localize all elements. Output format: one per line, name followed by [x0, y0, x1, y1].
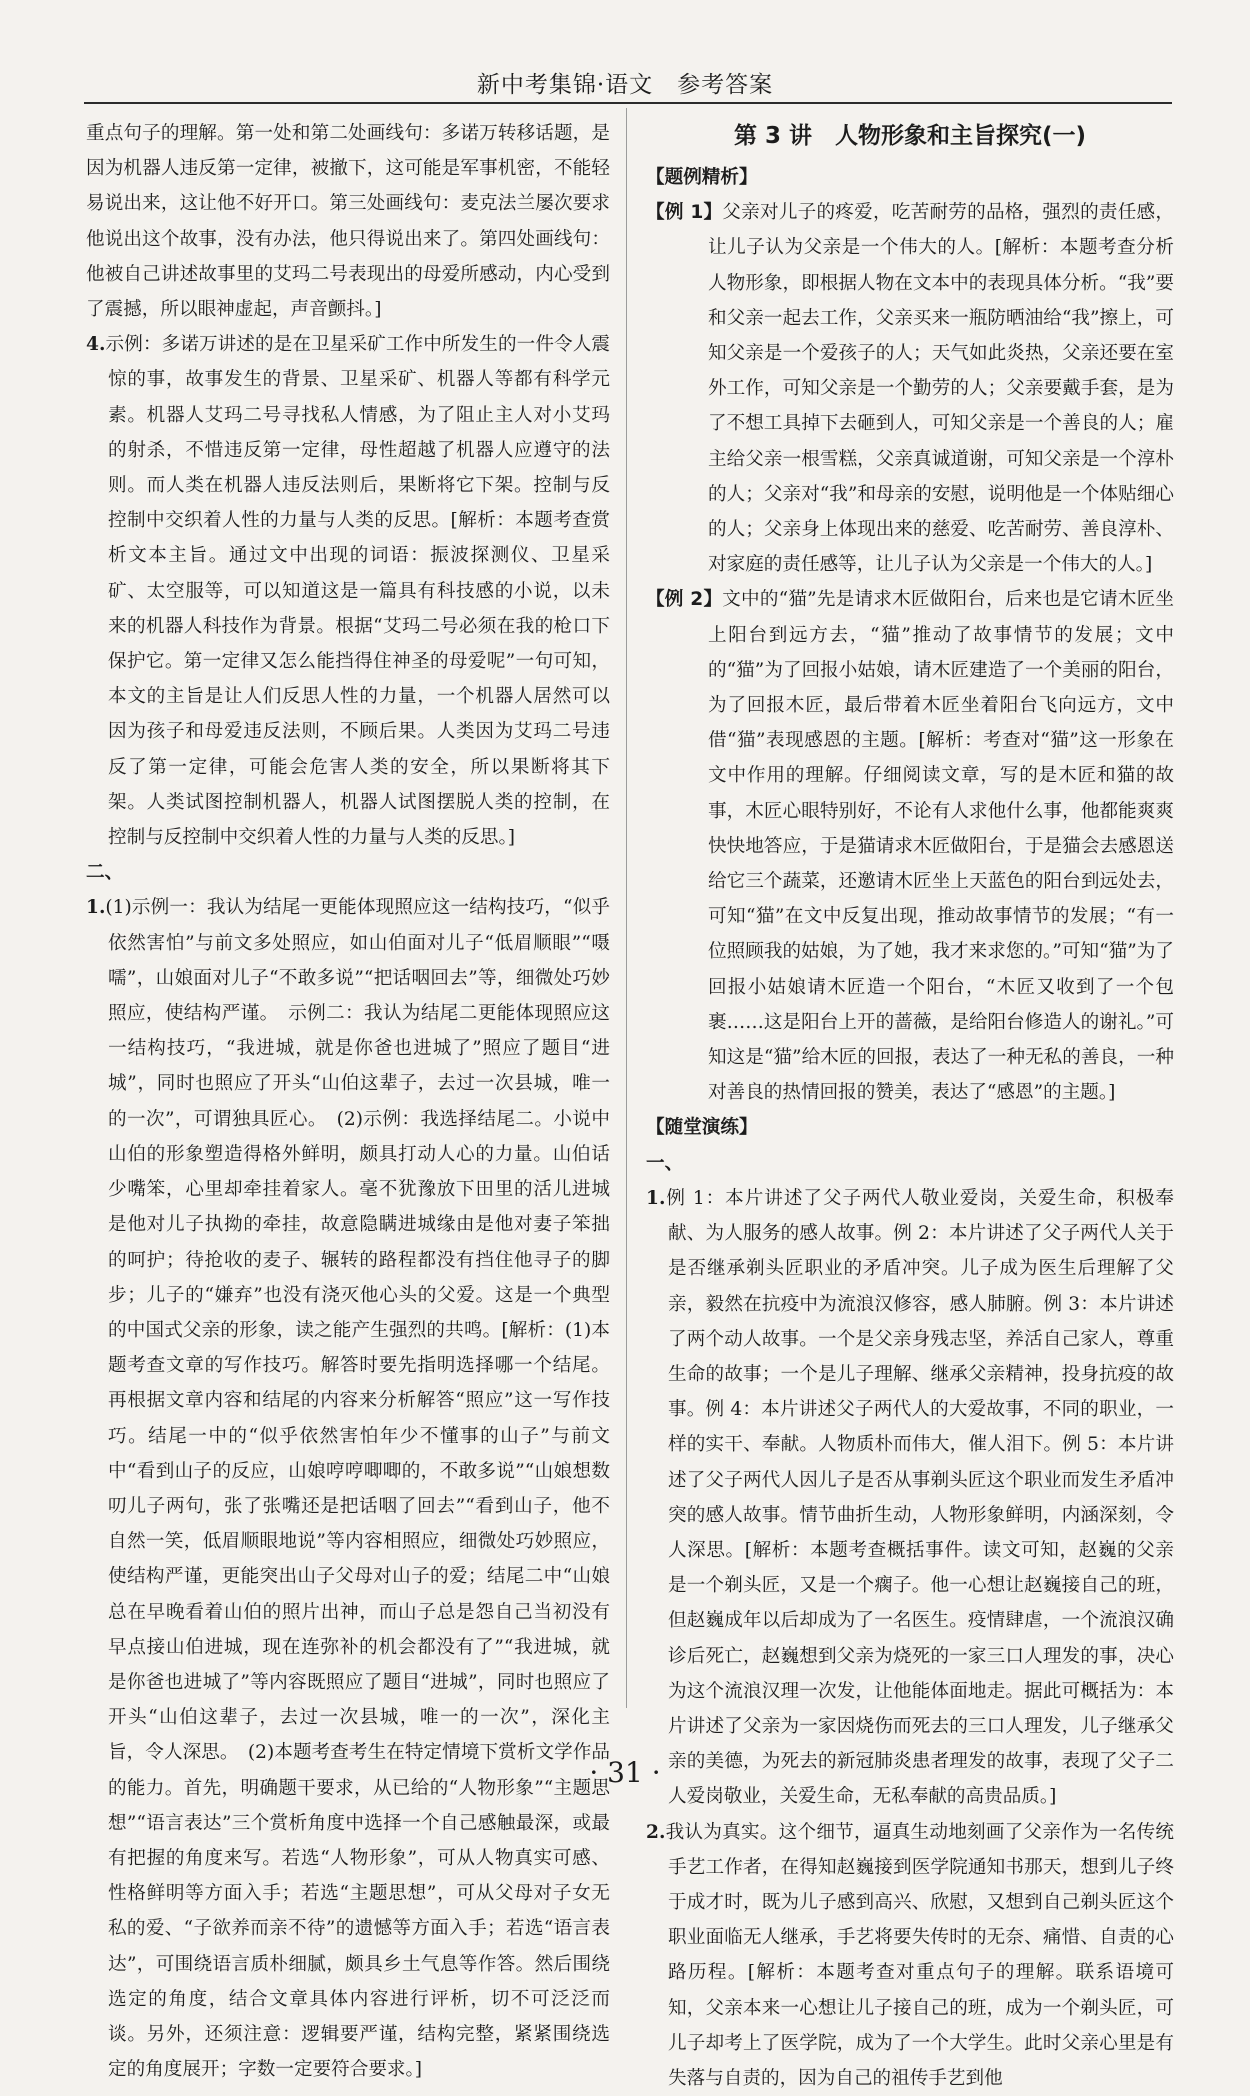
header-rule [84, 102, 1172, 104]
practice-question-1-text: 例 1：本片讲述了父子两代人敬业爱岗，关爱生命，积极奉献、为人服务的感人故事。例 2：本片讲述了父子两代人关于是否继承剃头匠职业的矛盾冲突。儿子成为医生后理解了父亲，毅然在抗疫中为流浪汉修容，感人肺腑。例 3：本片讲述了两个动人故事。一个是父亲身残志坚，养活自己家人，尊重生命的故事；一个是儿子理解、继承父亲精神，投身抗疫的故事。例 4：本片讲述父子两代人的大爱故事，不同的职业，一样的实干、奉献。人物质朴而伟大，催人泪下。例 5：本片讲述了父子两代人因儿子是否从事剃头匠这个职业而发生矛盾冲突的感人故事。情节曲折生动，人物形象鲜明，内涵深刻，令人深思。[解析：本题考查概括事件。读文可知，赵巍的父亲是一个剃头匠，又是一个瘸子。他一心想让赵巍接自己的班，但赵巍成年以后却成为了一名医生。疫情肆虐，一个流浪汉确诊后死亡，赵巍想到父亲为烧死的一家三口人理发的事，决心为这个流浪汉理一次发，让他能体面地走。据此可概括为：本片讲述了父亲为一家因烧伤而死去的三口人理发，儿子继承父亲的美德，为死去的新冠肺炎患者理发的故事，表现了父子二人爱岗敬业，关爱生命，无私奉献的高贵品质。] [665, 1187, 1174, 1808]
question-number: 4. [86, 334, 106, 356]
right-column [646, 116, 1174, 2096]
practice-question-1 [646, 1181, 1174, 1815]
page-number: · 31 · [589, 1756, 661, 1789]
practice-question-2-text: 我认为真实。这个细节，逼真生动地刻画了父亲作为一名传统手艺工作者，在得知赵巍接到医学院通知书那天，想到儿子终于成才时，既为儿子感到高兴、欣慰，又想到自己剃头匠这个职业面临无人继承，手艺将要失传时的无奈、痛惜、自责的心路历程。[解析：本题考查对重点句子的理解。联系语境可知，父亲本来一心想让儿子接自己的班，成为一个剃头匠，可儿子却考上了医学院，成为了一个大学生。此时父亲心里是有失落与自责的，因为自己的祖传手艺到他 [665, 1821, 1174, 2089]
lesson-title: 第 3 讲 人物形象和主旨探究(一) [733, 123, 1087, 149]
page-header: 新中考集锦·语文 参考答案 [476, 72, 774, 98]
question-1-text: (1)示例一：我认为结尾一更能体现照应这一结构技巧，“似乎依然害怕”与前文多处照应，如山伯面对儿子“低眉顺眼”“嗫嚅”，山娘面对儿子“不敢多说”“把话咽回去”等，细微处巧妙照应，使结构严谨。 示例二：我认为结尾二更能体现照应这一结构技巧，“我进城，就是你爸也进城了”照应了题目“进城”，同时也照应了开头“山伯这辈子，去过一次县城，唯一的一次”，可谓独具匠心。 (2)示例：我选择结尾二。小说中山伯的形象塑造得格外鲜明，颇具打动人心的力量。山伯话少嘴笨，心里却牵挂着家人。毫不犹豫放下田里的活儿进城是他对儿子执拗的牵挂，故意隐瞒进城缘由是他对妻子笨拙的呵护；待抢收的麦子、辗转的路程都没有挡住他寻子的脚步；儿子的“嫌弃”也没有浇灭他心头的父爱。这是一个典型的中国式父亲的形象，读之能产生强烈的共鸣。[解析：(1)本题考查文章的写作技巧。解答时要先指明选择哪一个结尾。再根据文章内容和结尾的内容来分析解答“照应”这一写作技巧。结尾一中的“似乎依然害怕年少不懂事的山子”与前文中“看到山子的反应，山娘哼哼唧唧的，不敢多说”“山娘想数叨儿子两句，张了张嘴还是把话咽了回去”“看到山子，他不自然一笑，低眉顺眼地说”等内容相照应，细微处巧妙照应，使结构严谨，更能突出山子父母对山子的爱；结尾二中“山娘总在早晚看着山伯的照片出神，而山子总是怨自己当初没有早点接山伯进城，现在连弥补的机会都没有了”“我进城，就是你爸也进城了”等内容既照应了题目“进城”，同时也照应了开头“山伯这辈子，去过一次县城，唯一的一次”，深化主旨，令人深思。 (2)本题考查考生在特定情境下赏析文学作品的能力。首先，明确题干要求，从已给的“人物形象”“主题思想”“语言表达”三个赏析角度中选择一个自己感触最深，或最有把握的角度来写。若选“人物形象”，可从人物真实可感、性格鲜明等方面入手；若选“主题思想”，可从父母对子女无私的爱、“子欲养而亲不待”的遗憾等方面入手；若选“语言表达”，可围绕语言质朴细腻，颇具乡土气息等作答。然后围绕选定的角度，结合文章具体内容进行评析，切不可泛泛而谈。另外，还须注意：逻辑要严谨，结构完整，紧紧围绕选定的角度展开；字数一定要符合要求。] [105, 897, 610, 2081]
paragraph-continued: 重点句子的理解。第一处和第二处画线句：多诺万转移话题，是因为机器人违反第一定律，被撤下，这可能是军事机密，不能轻易说出来，这让他不好开口。第三处画线句：麦克法兰屡次要求他说出这个故事，没有办法，他只得说出来了。第四处画线句：他被自己讲述故事里的艾玛二号表现出的母爱所感动，内心受到了震撼，所以眼神虚起，声音颤抖。] [86, 123, 610, 321]
question-4-text: 示例：多诺万讲述的是在卫星采矿工作中所发生的一件令人震惊的事，故事发生的背景、卫星采矿、机器人等都有科学元素。机器人艾玛二号寻找私人情感，为了阻止主人对小艾玛的射杀，不惜违反第一定律，母性超越了机器人应遵守的法则。而人类在机器人违反法则后，果断将它下架。控制与反控制中交织着人性的力量与人类的反思。[解析：本题考查赏析文本主旨。通过文中出现的词语：振波探测仪、卫星采矿、太空服等，可以知道这是一篇具有科技感的小说，以未来的机器人科技作为背景。根据“艾玛二号必须在我的枪口下保护它。第一定律又怎么能挡得住神圣的母爱呢”一句可知，本文的主旨是让人们反思人性的力量，一个机器人居然可以因为孩子和母爱违反法则，不顾后果。人类因为艾玛二号违反了第一定律，可能会危害人类的安全，所以果断将其下架。人类试图控制机器人，机器人试图摆脱人类的控制，在控制与反控制中交织着人性的力量与人类的反思。] [105, 334, 610, 849]
example-2-text: 文中的“猫”先是请求木匠做阳台，后来也是它请木匠坐上阳台到远方去，“猫”推动了故事情节的发展；文中的“猫”为了回报小姑娘，请木匠建造了一个美丽的阳台，为了回报木匠，最后带着木匠坐着阳台飞向远方，文中借“猫”表现感恩的主题。[解析：考查对“猫”这一形象在文中作用的理解。仔细阅读文章，写的是木匠和猫的故事，木匠心眼特别好，不论有人求他什么事，他都能爽爽快快地答应，于是猫请求木匠做阳台，于是猫会去感恩送给它三个蔬菜，还邀请木匠坐上天蓝色的阳台到远处去，可知“猫”在文中反复出现，推动故事情节的发展；“有一位照顾我的姑娘，为了她，我才来求您的。”可知“猫”为了回报小姑娘请木匠造一个阳台，“木匠又收到了一个包裹……这是阳台上开的蔷薇，是给阳台修造人的谢礼。”可知这是“猫”给木匠的回报，表达了一种无私的善良，一种对善良的热情回报的赞美，表达了“感恩”的主题。] [708, 589, 1174, 1104]
left-column [86, 116, 610, 2087]
example-1-tag: 【例 1】 [646, 202, 723, 224]
question-1 [86, 890, 610, 2087]
example-2-tag: 【例 2】 [646, 589, 723, 611]
example-1 [646, 195, 1174, 582]
section-heading-2: 二、 [86, 862, 124, 884]
question-number: 1. [86, 897, 106, 919]
example-2 [646, 582, 1174, 1110]
practice-question-2 [646, 1815, 1174, 2096]
question-number: 1. [646, 1187, 666, 1209]
column-divider [626, 108, 627, 1708]
example-1-text: 父亲对儿子的疼爱，吃苦耐劳的品格，强烈的责任感，让儿子认为父亲是一个伟大的人。[解析：本题考查分析人物形象，即根据人物在文本中的表现具体分析。“我”要和父亲一起去工作，父亲买来一瓶防晒油给“我”擦上，可知父亲是一个爱孩子的人；天气如此炎热，父亲还要在室外工作，可知父亲是一个勤劳的人；父亲要戴手套，是为了不想工具掉下去砸到人，可知父亲是一个善良的人；雇主给父亲一根雪糕，父亲真诚道谢，可知父亲是一个淳朴的人；父亲对“我”和母亲的安慰，说明他是一个体贴细心的人；父亲身上体现出来的慈爱、吃苦耐劳、善良淳朴、对家庭的责任感等，让儿子认为父亲是一个伟大的人。] [708, 202, 1174, 576]
question-number: 2. [646, 1821, 666, 1843]
section-label-practice: 【随堂演练】 [646, 1117, 758, 1139]
question-4 [86, 327, 610, 855]
section-heading-1: 一、 [646, 1152, 684, 1174]
section-label-examples: 【题例精析】 [646, 167, 758, 188]
